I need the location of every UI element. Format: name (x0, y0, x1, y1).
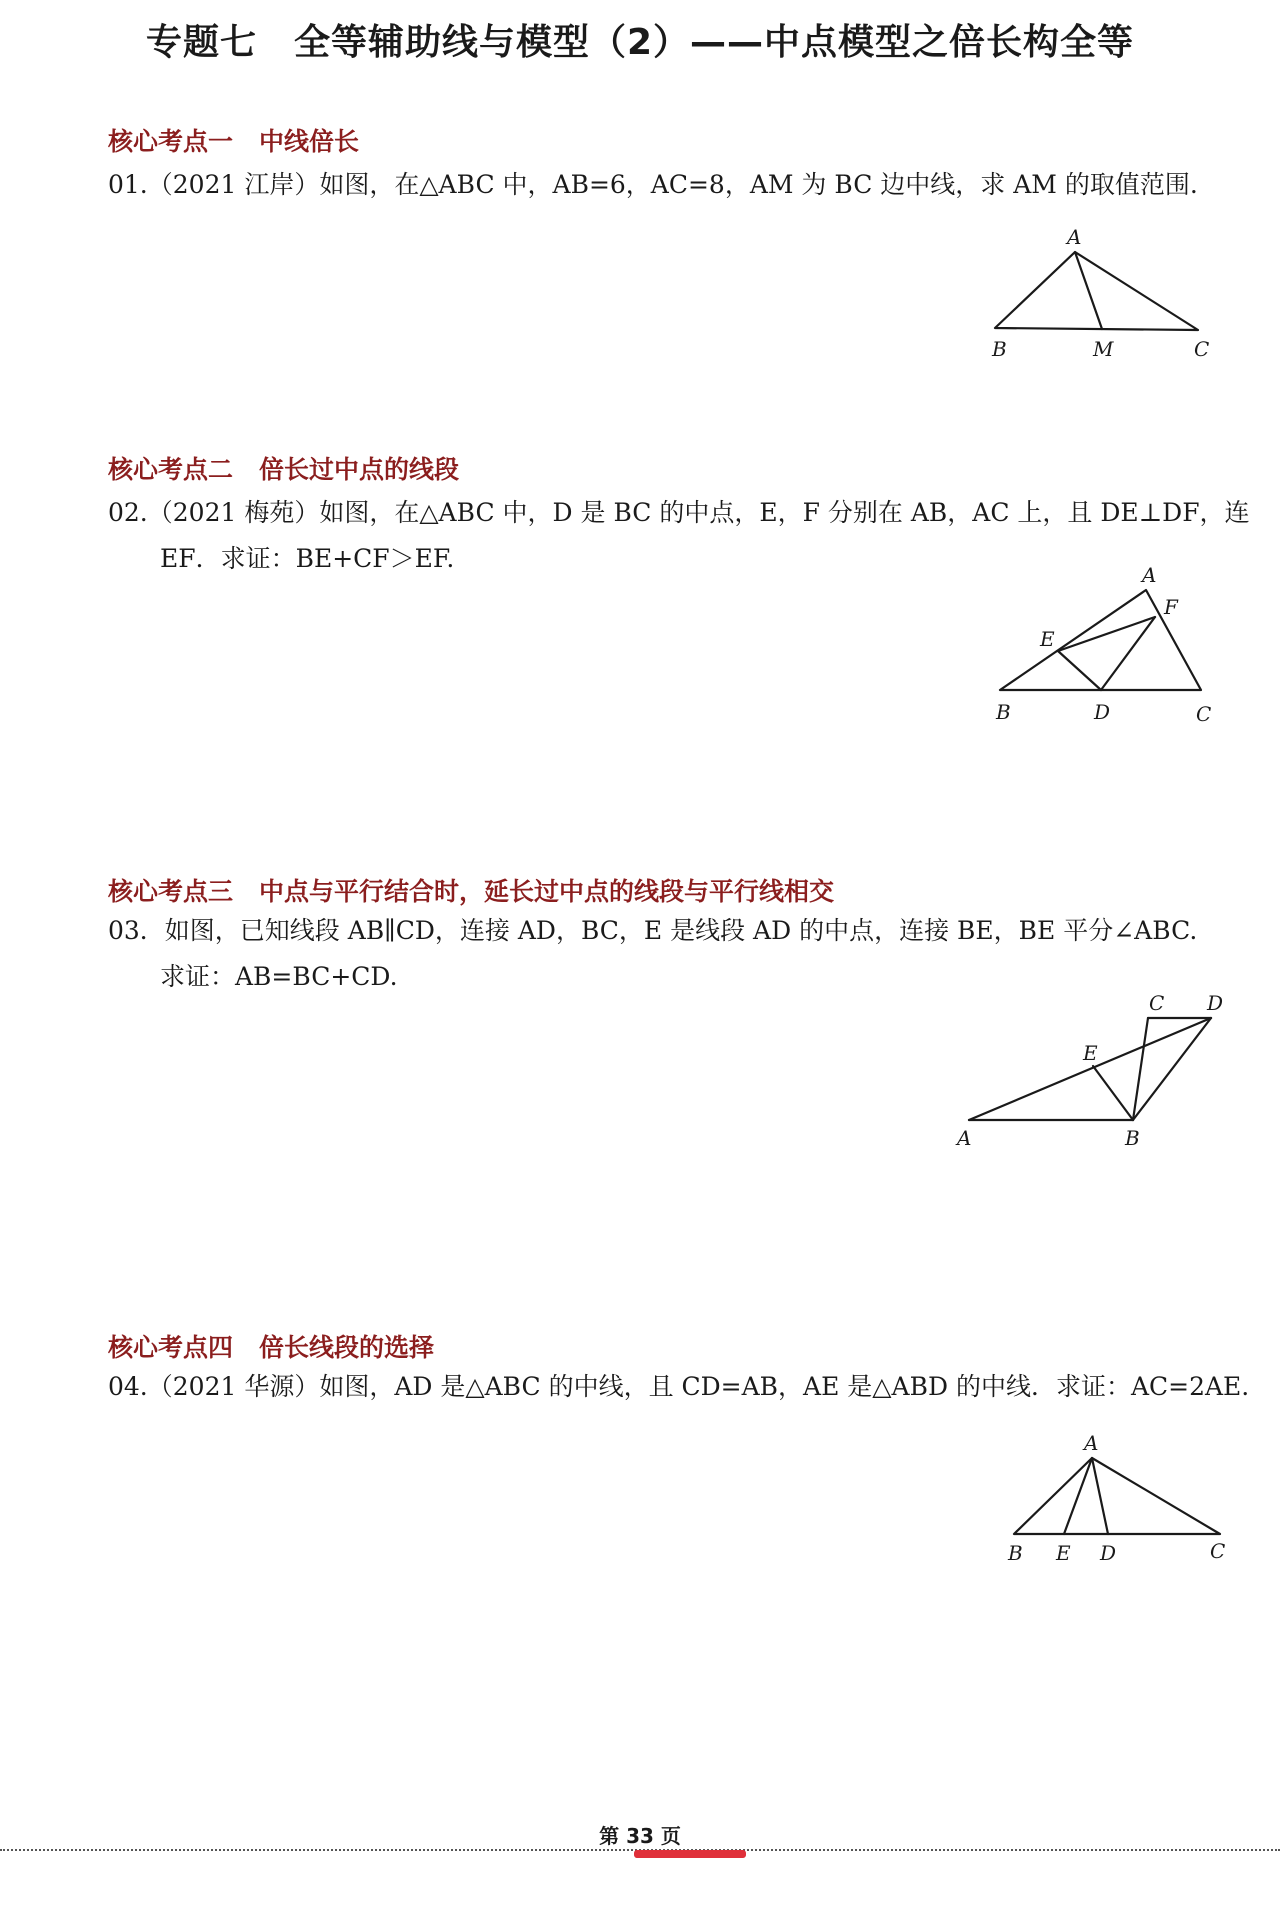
label-m: M (1093, 337, 1114, 361)
section-number: 核心考点一 (108, 127, 234, 156)
label-e: E (1083, 1041, 1098, 1065)
segment-ad (969, 1018, 1211, 1120)
section-title: 倍长过中点的线段 (259, 455, 460, 484)
problem-01 (108, 162, 1198, 208)
parallel-segments-diagram (955, 990, 1235, 1150)
label-e: E (1040, 627, 1055, 651)
label-a: A (1142, 563, 1157, 587)
label-d: D (1094, 700, 1111, 724)
label-c: C (1210, 1539, 1226, 1563)
section-heading-3 (108, 872, 834, 908)
triangle-abc (995, 252, 1198, 330)
problem-04 (108, 1364, 1249, 1410)
problem-line: 03．如图，已知线段 AB∥CD，连接 AD，BC，E 是线段 AD 的中点，连接 BE，BE 平分∠ABC. (108, 916, 1198, 945)
triangle-abc-medians-diagram (1000, 1430, 1240, 1570)
segment-df (1101, 617, 1155, 690)
figure-03 (955, 990, 1235, 1150)
problem-line: 04.（2021 华源）如图，AD 是△ABC 的中线，且 CD=AB，AE 是△ABD 的中线．求证：AC=2AE. (108, 1372, 1250, 1401)
label-b: B (996, 700, 1011, 724)
problem-line: EF．求证：BE+CF＞EF. (160, 544, 455, 573)
problem-line: 01.（2021 江岸）如图，在△ABC 中，AB=6，AC=8，AM 为 BC 边中线，求 AM 的取值范围. (108, 170, 1198, 199)
triangle-abc (1014, 1458, 1220, 1534)
median-ad (1092, 1458, 1108, 1534)
section-number: 核心考点三 (108, 877, 234, 906)
section-title: 倍长线段的选择 (259, 1333, 435, 1362)
section-number: 核心考点四 (108, 1333, 234, 1362)
label-e: E (1056, 1541, 1071, 1565)
median-ae (1064, 1458, 1092, 1534)
triangle-abc-median-diagram (980, 222, 1220, 372)
problem-line: 02.（2021 梅苑）如图，在△ABC 中，D 是 BC 的中点，E，F 分别在 AB，AC 上，且 DE⊥DF，连 (108, 498, 1250, 527)
segment-ef (1058, 617, 1155, 651)
figure-01 (980, 222, 1220, 372)
label-c: C (1196, 702, 1212, 726)
label-b: B (1008, 1541, 1023, 1565)
section-heading-1 (108, 122, 359, 158)
label-c: C (1194, 337, 1210, 361)
triangle-abc-perpendicular-diagram (984, 563, 1234, 728)
problem-03 (108, 908, 1197, 1000)
label-b: B (1125, 1126, 1140, 1150)
page-title: 专题七 全等辅助线与模型（2）——中点模型之倍长构全等 (145, 22, 1135, 63)
section-heading-2 (108, 450, 459, 486)
segment-be (1093, 1066, 1133, 1120)
page-number: 第 33 页 (599, 1824, 681, 1848)
median-am (1075, 252, 1102, 329)
label-b: B (992, 337, 1007, 361)
label-a: A (1084, 1431, 1099, 1455)
segment-ed (1058, 651, 1101, 690)
label-a: A (957, 1126, 972, 1150)
section-number: 核心考点二 (108, 455, 234, 484)
label-f: F (1164, 595, 1178, 619)
section-heading-4 (108, 1328, 434, 1364)
figure-02 (984, 563, 1234, 728)
problem-line: 求证：AB=BC+CD. (160, 962, 398, 991)
label-c: C (1149, 991, 1165, 1015)
section-title: 中线倍长 (259, 127, 360, 156)
label-d: D (1100, 1541, 1117, 1565)
label-d: D (1207, 991, 1224, 1015)
section-title: 中点与平行结合时，延长过中点的线段与平行线相交 (259, 877, 835, 906)
figure-04 (1000, 1430, 1240, 1570)
label-a: A (1067, 225, 1082, 249)
page-number-underline (634, 1850, 746, 1858)
